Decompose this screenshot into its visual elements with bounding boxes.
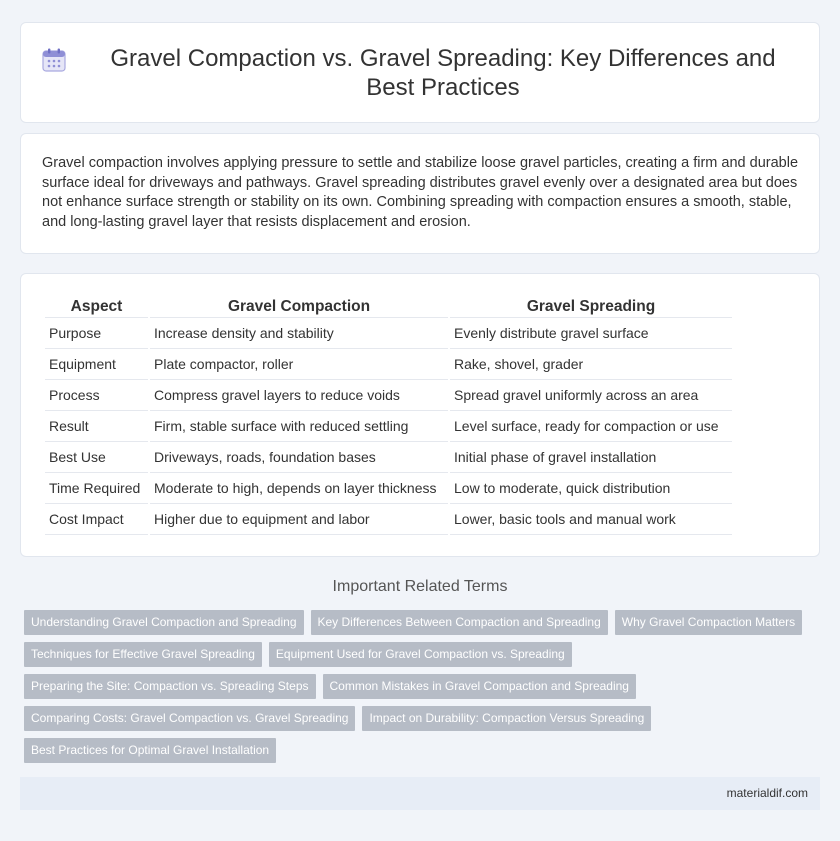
cell-aspect: Best Use [45,442,148,473]
related-term-link[interactable]: Comparing Costs: Gravel Compaction vs. Gravel Spreading [24,706,355,731]
tag-row [24,738,824,770]
related-term-link[interactable]: Equipment Used for Gravel Compaction vs. Spreading [269,642,572,667]
related-term-link[interactable]: Key Differences Between Compaction and Spreading [311,610,608,635]
related-terms-heading: Important Related Terms [332,578,508,595]
table-row [45,349,732,380]
cell-aspect: Time Required [45,473,148,504]
cell-aspect: Purpose [45,318,148,349]
cell-compaction: Higher due to equipment and labor [150,504,448,535]
intro-card [20,133,820,254]
header-gravel-spreading: Gravel Spreading [450,294,732,318]
tag-row [24,674,824,706]
cell-spreading: Rake, shovel, grader [450,349,732,380]
tag-row [24,642,824,674]
table-row [45,318,732,349]
cell-aspect: Cost Impact [45,504,148,535]
cell-compaction: Compress gravel layers to reduce voids [150,380,448,411]
tag-row [24,706,824,738]
related-term-link[interactable]: Common Mistakes in Gravel Compaction and Spreading [323,674,636,699]
related-term-link[interactable]: Best Practices for Optimal Gravel Installation [24,738,276,763]
title-row [41,44,799,102]
title-card [20,22,820,123]
cell-compaction: Driveways, roads, foundation bases [150,442,448,473]
related-term-link[interactable]: Impact on Durability: Compaction Versus Spreading [362,706,651,731]
cell-aspect: Result [45,411,148,442]
cell-compaction: Firm, stable surface with reduced settling [150,411,448,442]
related-terms-list [24,610,824,770]
header-gravel-compaction: Gravel Compaction [150,294,448,318]
comparison-table [43,294,734,535]
cell-compaction: Moderate to high, depends on layer thickness [150,473,448,504]
related-term-link[interactable]: Techniques for Effective Gravel Spreading [24,642,262,667]
table-row [45,504,732,535]
table-header-row [45,294,732,318]
page-title: Gravel Compaction vs. Gravel Spreading: Key Differences and Best Practices [110,44,776,101]
cell-spreading: Lower, basic tools and manual work [450,504,732,535]
cell-spreading: Low to moderate, quick distribution [450,473,732,504]
calendar-icon [41,47,67,73]
table-row [45,473,732,504]
related-term-link[interactable]: Understanding Gravel Compaction and Spreading [24,610,304,635]
related-term-link[interactable]: Why Gravel Compaction Matters [615,610,802,635]
comparison-card [20,273,820,557]
cell-compaction: Increase density and stability [150,318,448,349]
table-row [45,442,732,473]
footer [20,777,820,810]
header-aspect: Aspect [45,294,148,318]
cell-spreading: Evenly distribute gravel surface [450,318,732,349]
cell-spreading: Initial phase of gravel installation [450,442,732,473]
footer-site-link[interactable]: materialdif.com [726,786,808,800]
cell-compaction: Plate compactor, roller [150,349,448,380]
cell-aspect: Process [45,380,148,411]
table-row [45,380,732,411]
table-row [45,411,732,442]
cell-spreading: Spread gravel uniformly across an area [450,380,732,411]
cell-aspect: Equipment [45,349,148,380]
intro-paragraph: Gravel compaction involves applying pressure to settle and stabilize loose gravel particles, creating a firm and durable surface ideal for driveways and pathways. Gravel spreading distributes gravel evenly over a designated area but does not enhance surface strength or stability on its own. Combining spreading with compaction ensures a smooth, stable, and long-lasting gravel layer that resists displacement and erosion. [42,155,799,230]
cell-spreading: Level surface, ready for compaction or use [450,411,732,442]
related-term-link[interactable]: Preparing the Site: Compaction vs. Spreading Steps [24,674,316,699]
tag-row [24,610,824,642]
